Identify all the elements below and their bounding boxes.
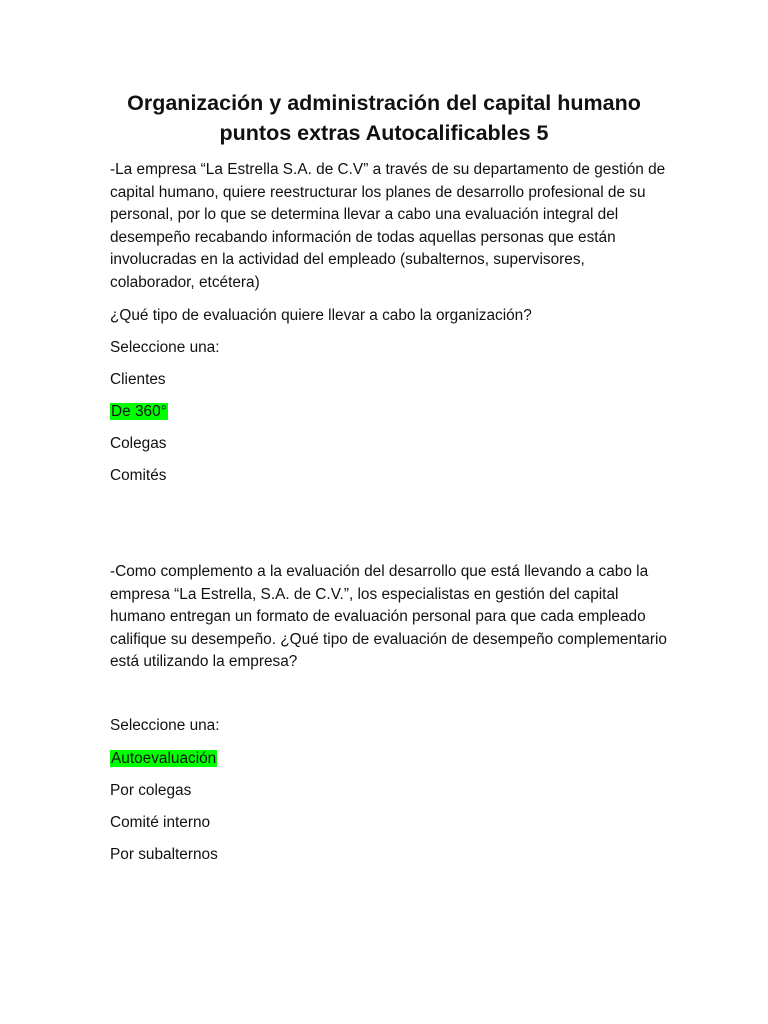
question-2-option-2 bbox=[110, 780, 191, 802]
question-1-option-3 bbox=[110, 433, 166, 455]
title-line-1: Organización y administración del capital humano bbox=[127, 91, 641, 115]
option-label: Comité interno bbox=[110, 814, 211, 831]
question-1-select-label: Seleccione una: bbox=[110, 339, 220, 356]
option-label: Por colegas bbox=[110, 782, 192, 799]
option-label: Comités bbox=[110, 467, 167, 484]
question-1-option-1 bbox=[110, 369, 166, 391]
option-label: Colegas bbox=[110, 435, 167, 452]
question-2-option-1 bbox=[110, 748, 217, 770]
title-line-2: puntos extras Autocalificables 5 bbox=[219, 121, 549, 145]
question-2-text: -Como complemento a la evaluación del desarrollo que está llevando a cabo la empresa “La Estrella, S.A. de C.V.”, los especialistas en gestión del capital humano entregan un formato de evaluación personal para que cada empleado califique su desempeño. ¿Qué tipo de evaluación de desempeño complementario está utilizando la empresa? bbox=[110, 563, 667, 670]
option-label: Clientes bbox=[110, 371, 166, 388]
document-title bbox=[60, 88, 708, 148]
question-1-prompt: ¿Qué tipo de evaluación quiere llevar a cabo la organización? bbox=[110, 307, 532, 324]
highlighted-answer: Autoevaluación bbox=[111, 750, 217, 767]
question-2-select-label: Seleccione una: bbox=[110, 717, 220, 734]
question-2-option-4 bbox=[110, 844, 218, 866]
question-1-option-4 bbox=[110, 465, 166, 487]
question-1-text: -La empresa “La Estrella S.A. de C.V” a través de su departamento de gestión de capital humano, quiere reestructurar los planes de desarrollo profesional de su personal, por lo que se determina llevar a cabo una evaluación integral del desempeño recabando información de todas aquellas personas que están involucradas en la actividad del empleado (subalternos, supervisores, colaborador, etcétera) bbox=[110, 161, 666, 291]
question-2-option-3 bbox=[110, 812, 210, 834]
option-label: Por subalternos bbox=[110, 846, 218, 863]
highlighted-answer: De 360° bbox=[111, 403, 167, 420]
question-1-option-2 bbox=[110, 401, 168, 423]
